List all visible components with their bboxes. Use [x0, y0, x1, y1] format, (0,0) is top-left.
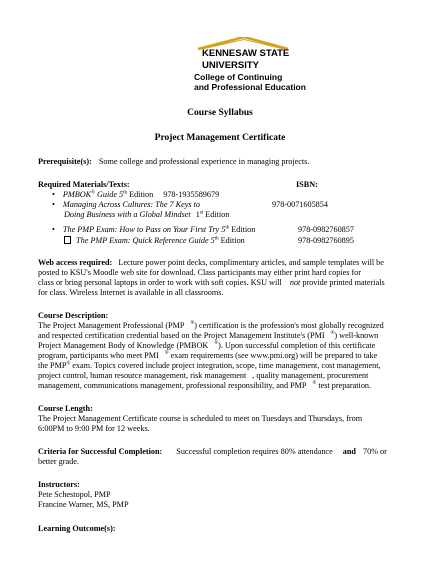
description-text: project control, human resource management, risk management: [38, 371, 247, 380]
web-access-line4: for class. Wireless Internet is available in all classrooms.: [38, 288, 224, 297]
logo-college-line1: College of Continuing: [194, 72, 283, 82]
instructor-name: Pete Schestopol, PMP: [38, 490, 111, 499]
criteria-text: 70% or: [363, 447, 387, 456]
description-text: ) well-known: [334, 331, 379, 340]
description-line: [38, 351, 377, 361]
web-access-line3: [38, 278, 385, 288]
material-title: Managing Across Cultures: The 7 Keys to: [62, 200, 200, 209]
material-title: Doing Business with a Global Mindset: [64, 210, 191, 219]
material-isbn: 978-0982760857: [298, 225, 354, 234]
description-line: [38, 321, 384, 331]
description-line: [38, 331, 378, 341]
description-text: ). Upon successful completion of this certificate: [218, 341, 376, 350]
material-edition: Edition: [203, 210, 230, 219]
logo-college-line2: and Professional Education: [194, 82, 306, 93]
material-item: [52, 225, 255, 235]
description-text: the PMP: [38, 361, 67, 370]
web-access-line2: posted to KSU's Moodle web site for download. Class participants may either print hard copies for: [38, 268, 361, 277]
material-item: [52, 200, 200, 210]
description-text: The Project Management Professional (PMP: [38, 321, 185, 330]
checkbox-glyph-icon: [64, 236, 71, 244]
material-title: The PMP Exam: How to Pass on Your First Try 5: [62, 225, 226, 234]
registered-mark: ®: [330, 331, 335, 337]
material-item: [52, 190, 219, 200]
description-text: exam requirements (see www.pmi.org) will be prepared to take: [170, 351, 378, 360]
prerequisites-label: Prerequisite(s):: [38, 157, 92, 166]
material-isbn: 978-1935589679: [163, 190, 220, 199]
ordinal-suffix: th: [225, 225, 230, 231]
university-logo: [184, 37, 304, 95]
description-text: management, communications management, professional responsibility, and PMP: [38, 381, 307, 390]
description-text: , quality management, procurement: [252, 371, 369, 380]
description-text: Project Management Body of Knowledge (PMBOK: [38, 341, 209, 350]
description-label: Course Description:: [38, 311, 109, 320]
material-title-cont: Guide 5: [94, 190, 124, 199]
ordinal-suffix: st: [199, 210, 204, 216]
prerequisites: [38, 157, 309, 167]
criteria-line2: better grade.: [38, 457, 79, 466]
description-line: [38, 381, 371, 391]
registered-mark: ®: [164, 351, 169, 357]
bullet: •: [52, 225, 55, 234]
description-line: [38, 341, 375, 351]
length-line: The Project Management Certificate course is scheduled to meet on Tuesdays and Thursdays, from: [38, 414, 363, 423]
length-line: 6:00PM to 9:00 PM for 12 weeks.: [38, 424, 150, 433]
material-title: The PMP Exam: Quick Reference Guide 5: [76, 236, 215, 245]
description-line: [38, 361, 381, 371]
web-access-text: ith soft copies. KSU will: [200, 278, 282, 287]
ordinal-suffix: th: [214, 236, 219, 242]
registered-mark: ®: [91, 190, 95, 196]
material-edition: Edition: [127, 190, 154, 199]
material-item: [64, 236, 245, 246]
material-edition: Edition: [229, 225, 256, 234]
material-edition: Edition: [218, 236, 245, 245]
description-text: program, participants who meet PMI: [38, 351, 159, 360]
criteria-text: Successful completion requires 80% attendance: [176, 447, 333, 456]
material-isbn: 978-0982760895: [298, 236, 354, 245]
criteria-text: and: [342, 447, 356, 456]
bullet: •: [52, 200, 55, 209]
page-subtitle: Project Management Certificate: [154, 133, 286, 143]
web-access-emphasis: not: [289, 278, 301, 287]
ordinal-suffix: th: [123, 190, 128, 196]
web-access-line1: [38, 258, 384, 268]
criteria-label: Criteria for Successful Completion:: [38, 447, 163, 456]
outcomes-label: Learning Outcome(s):: [38, 524, 116, 533]
prerequisites-text: Some college and professional experience in managing projects.: [98, 157, 310, 166]
web-access-text: class or bring personal laptops in order to work w: [38, 278, 201, 287]
materials-label: Required Materials/Texts:: [38, 180, 130, 189]
description-text: test preparation.: [318, 381, 372, 390]
description-text: ) certification is the profession's most globally recognized: [194, 321, 384, 330]
material-title-cont: Doing Business with a Global Mindset 1st Edition: [64, 210, 230, 219]
web-access-text: Lecture power point decks, complimentary articles, and sample templates will be: [118, 258, 384, 267]
web-access-label: Web access required:: [38, 258, 113, 267]
logo-university-name: KENNESAW STATE UNIVERSITY: [202, 48, 290, 71]
registered-mark: ®: [190, 321, 195, 327]
page-title: Course Syllabus: [187, 108, 253, 118]
registered-mark: ®: [312, 381, 317, 387]
material-isbn: 978-0071605854: [272, 200, 328, 209]
bullet: •: [52, 190, 55, 199]
description-line: [38, 371, 368, 381]
instructors-label: Instructors:: [38, 480, 80, 489]
logo-college-name: [194, 72, 324, 92]
description-text: and respected certification credential based on the Project Management Institute's (PMI: [38, 331, 325, 340]
description-text: exam. Topics covered include project integration, scope, time management, cost management,: [72, 361, 381, 370]
length-label: Course Length:: [38, 404, 93, 413]
registered-mark: ®: [214, 341, 219, 347]
criteria-line: [38, 447, 387, 457]
material-title: PMBOK: [62, 190, 92, 199]
instructor-name: Francine Warner, MS, PMP: [38, 500, 129, 509]
web-access-text: provide printed materials: [302, 278, 385, 287]
isbn-label: ISBN:: [296, 180, 318, 189]
registered-mark: ®: [66, 361, 71, 367]
